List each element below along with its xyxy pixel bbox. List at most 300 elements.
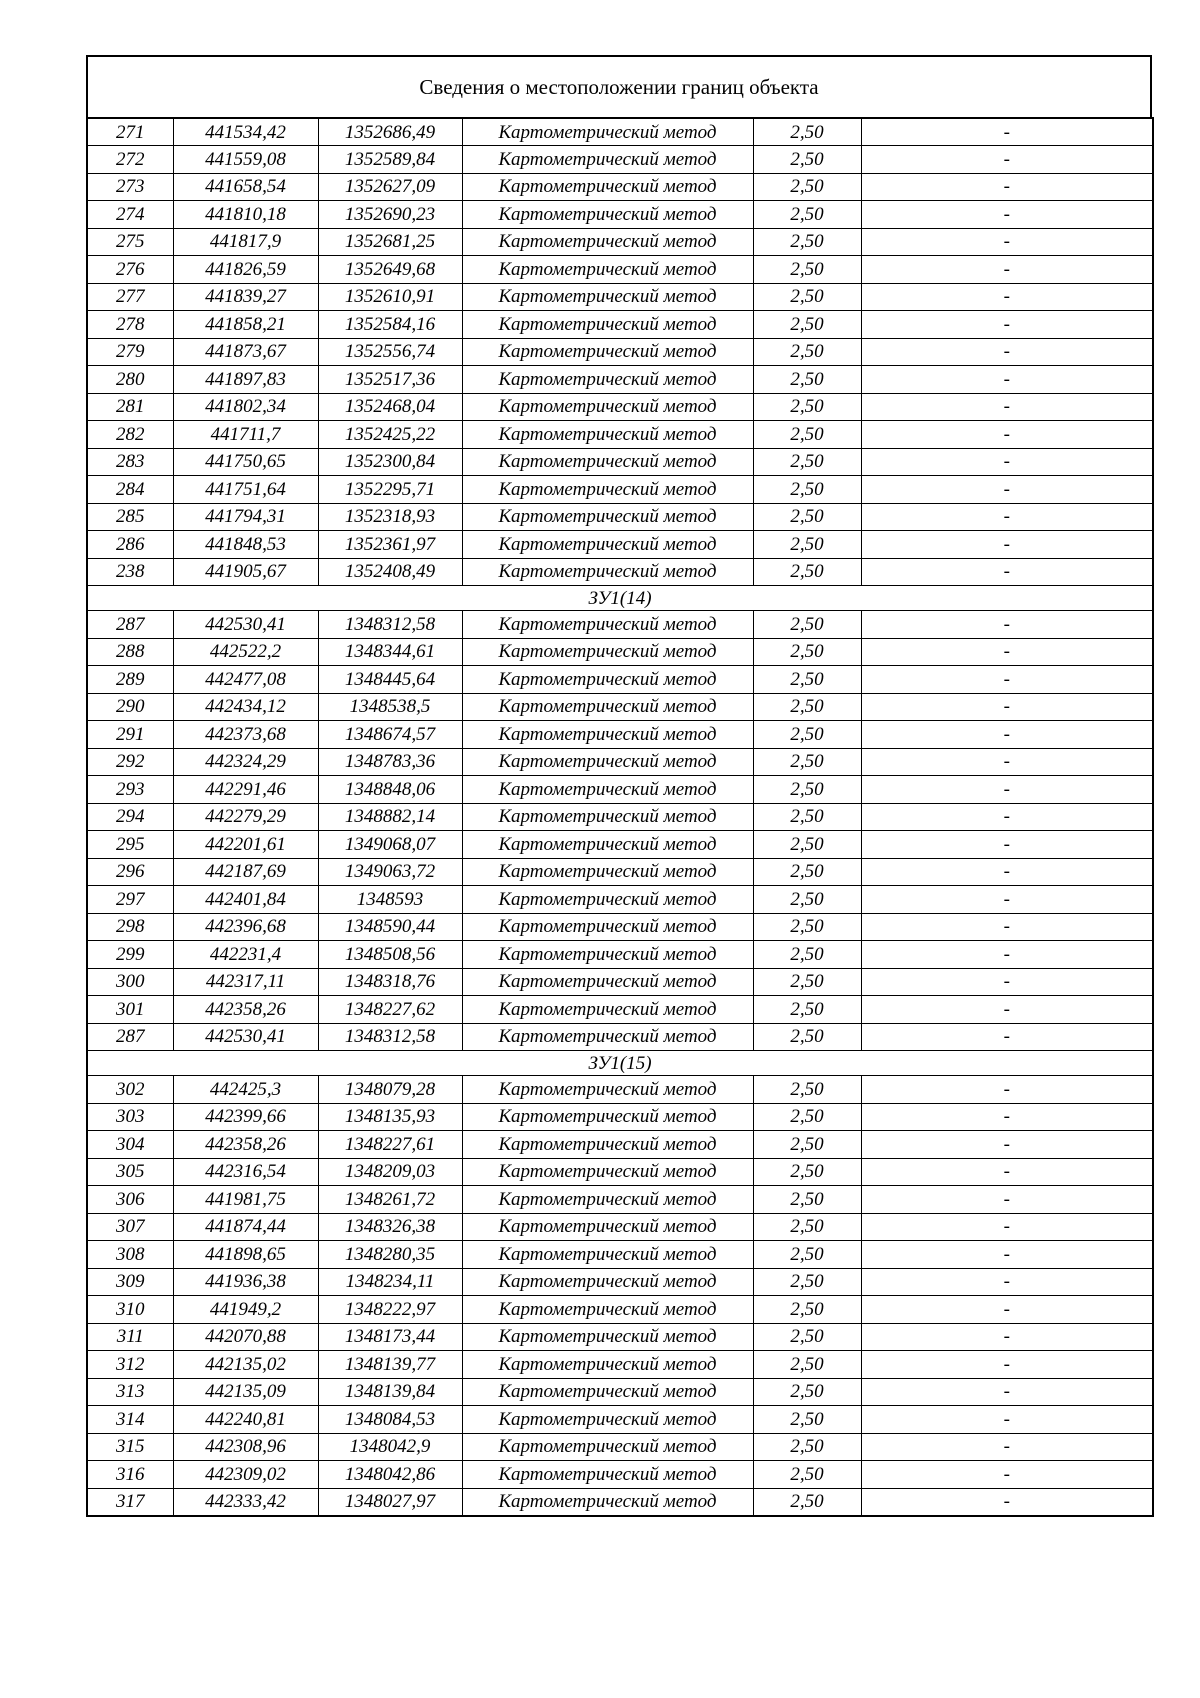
method-cell: Картометрический метод [462, 1103, 753, 1131]
x-coordinate-cell: 441905,67 [173, 558, 318, 586]
point-number-cell: 294 [87, 803, 173, 831]
method-cell: Картометрический метод [462, 448, 753, 476]
method-cell: Картометрический метод [462, 1213, 753, 1241]
description-cell: - [861, 996, 1153, 1024]
description-cell: - [861, 393, 1153, 421]
table-row [87, 118, 1153, 146]
precision-cell: 2,50 [753, 228, 861, 256]
y-coordinate-cell: 1348593 [318, 886, 462, 914]
table-row [87, 201, 1153, 229]
table-row [87, 941, 1153, 969]
method-cell: Картометрический метод [462, 366, 753, 394]
description-cell: - [861, 1186, 1153, 1214]
point-number-cell: 314 [87, 1406, 173, 1434]
method-cell: Картометрический метод [462, 721, 753, 749]
point-number-cell: 238 [87, 558, 173, 586]
y-coordinate-cell: 1348783,36 [318, 748, 462, 776]
table-row [87, 173, 1153, 201]
point-number-cell: 306 [87, 1186, 173, 1214]
point-number-cell: 281 [87, 393, 173, 421]
table-row [87, 1241, 1153, 1269]
description-cell: - [861, 1323, 1153, 1351]
precision-cell: 2,50 [753, 776, 861, 804]
y-coordinate-cell: 1352517,36 [318, 366, 462, 394]
point-number-cell: 280 [87, 366, 173, 394]
x-coordinate-cell: 441874,44 [173, 1213, 318, 1241]
x-coordinate-cell: 442317,11 [173, 968, 318, 996]
point-number-cell: 298 [87, 913, 173, 941]
x-coordinate-cell: 442201,61 [173, 831, 318, 859]
method-cell: Картометрический метод [462, 611, 753, 639]
description-cell: - [861, 913, 1153, 941]
point-number-cell: 283 [87, 448, 173, 476]
x-coordinate-cell: 442373,68 [173, 721, 318, 749]
y-coordinate-cell: 1348590,44 [318, 913, 462, 941]
precision-cell: 2,50 [753, 256, 861, 284]
table-row [87, 366, 1153, 394]
x-coordinate-cell: 442187,69 [173, 858, 318, 886]
section-label: ЗУ1(15) [87, 1051, 1153, 1076]
description-cell: - [861, 531, 1153, 559]
x-coordinate-cell: 441826,59 [173, 256, 318, 284]
description-cell: - [861, 1488, 1153, 1516]
table-row [87, 1023, 1153, 1051]
description-cell: - [861, 311, 1153, 339]
method-cell: Картометрический метод [462, 228, 753, 256]
precision-cell: 2,50 [753, 831, 861, 859]
method-cell: Картометрический метод [462, 476, 753, 504]
precision-cell: 2,50 [753, 886, 861, 914]
description-cell: - [861, 476, 1153, 504]
method-cell: Картометрический метод [462, 1351, 753, 1379]
method-cell: Картометрический метод [462, 283, 753, 311]
method-cell: Картометрический метод [462, 1296, 753, 1324]
description-cell: - [861, 1461, 1153, 1489]
point-number-cell: 305 [87, 1158, 173, 1186]
description-cell: - [861, 886, 1153, 914]
point-number-cell: 302 [87, 1076, 173, 1104]
y-coordinate-cell: 1352468,04 [318, 393, 462, 421]
description-cell: - [861, 1351, 1153, 1379]
table-row [87, 476, 1153, 504]
precision-cell: 2,50 [753, 1131, 861, 1159]
table-row [87, 913, 1153, 941]
table-row [87, 693, 1153, 721]
y-coordinate-cell: 1349063,72 [318, 858, 462, 886]
method-cell: Картометрический метод [462, 531, 753, 559]
point-number-cell: 274 [87, 201, 173, 229]
y-coordinate-cell: 1348042,86 [318, 1461, 462, 1489]
table-row [87, 886, 1153, 914]
point-number-cell: 285 [87, 503, 173, 531]
description-cell: - [861, 1103, 1153, 1131]
document-page [86, 55, 1152, 1517]
description-cell: - [861, 146, 1153, 174]
x-coordinate-cell: 441873,67 [173, 338, 318, 366]
y-coordinate-cell: 1348209,03 [318, 1158, 462, 1186]
table-row [87, 831, 1153, 859]
method-cell: Картометрический метод [462, 913, 753, 941]
table-row [87, 858, 1153, 886]
description-cell: - [861, 558, 1153, 586]
x-coordinate-cell: 442477,08 [173, 666, 318, 694]
point-number-cell: 300 [87, 968, 173, 996]
description-cell: - [861, 721, 1153, 749]
description-cell: - [861, 448, 1153, 476]
table-row [87, 1268, 1153, 1296]
point-number-cell: 287 [87, 611, 173, 639]
method-cell: Картометрический метод [462, 393, 753, 421]
precision-cell: 2,50 [753, 366, 861, 394]
x-coordinate-cell: 441839,27 [173, 283, 318, 311]
x-coordinate-cell: 441981,75 [173, 1186, 318, 1214]
point-number-cell: 315 [87, 1433, 173, 1461]
point-number-cell: 303 [87, 1103, 173, 1131]
point-number-cell: 296 [87, 858, 173, 886]
x-coordinate-cell: 441750,65 [173, 448, 318, 476]
y-coordinate-cell: 1348027,97 [318, 1488, 462, 1516]
description-cell: - [861, 638, 1153, 666]
y-coordinate-cell: 1348234,11 [318, 1268, 462, 1296]
y-coordinate-cell: 1348227,62 [318, 996, 462, 1024]
precision-cell: 2,50 [753, 996, 861, 1024]
description-cell: - [861, 968, 1153, 996]
x-coordinate-cell: 442358,26 [173, 1131, 318, 1159]
method-cell: Картометрический метод [462, 1323, 753, 1351]
boundary-points-table [86, 117, 1154, 1517]
x-coordinate-cell: 442425,3 [173, 1076, 318, 1104]
precision-cell: 2,50 [753, 421, 861, 449]
precision-cell: 2,50 [753, 1406, 861, 1434]
method-cell: Картометрический метод [462, 638, 753, 666]
table-row [87, 146, 1153, 174]
precision-cell: 2,50 [753, 1158, 861, 1186]
description-cell: - [861, 1241, 1153, 1269]
method-cell: Картометрический метод [462, 558, 753, 586]
description-cell: - [861, 611, 1153, 639]
method-cell: Картометрический метод [462, 146, 753, 174]
table-row [87, 448, 1153, 476]
description-cell: - [861, 256, 1153, 284]
table-row [87, 996, 1153, 1024]
x-coordinate-cell: 441936,38 [173, 1268, 318, 1296]
precision-cell: 2,50 [753, 1186, 861, 1214]
precision-cell: 2,50 [753, 448, 861, 476]
table-row [87, 1351, 1153, 1379]
precision-cell: 2,50 [753, 311, 861, 339]
point-number-cell: 271 [87, 118, 173, 146]
description-cell: - [861, 283, 1153, 311]
x-coordinate-cell: 442324,29 [173, 748, 318, 776]
y-coordinate-cell: 1348882,14 [318, 803, 462, 831]
table-row [87, 228, 1153, 256]
precision-cell: 2,50 [753, 1433, 861, 1461]
point-number-cell: 273 [87, 173, 173, 201]
table-body [87, 118, 1153, 1516]
x-coordinate-cell: 442279,29 [173, 803, 318, 831]
precision-cell: 2,50 [753, 968, 861, 996]
point-number-cell: 291 [87, 721, 173, 749]
table-title: Сведения о местоположении границ объекта [86, 55, 1152, 117]
point-number-cell: 308 [87, 1241, 173, 1269]
y-coordinate-cell: 1348280,35 [318, 1241, 462, 1269]
table-row [87, 256, 1153, 284]
point-number-cell: 309 [87, 1268, 173, 1296]
table-row [87, 1186, 1153, 1214]
x-coordinate-cell: 441802,34 [173, 393, 318, 421]
y-coordinate-cell: 1348445,64 [318, 666, 462, 694]
y-coordinate-cell: 1348508,56 [318, 941, 462, 969]
description-cell: - [861, 421, 1153, 449]
x-coordinate-cell: 441751,64 [173, 476, 318, 504]
x-coordinate-cell: 441897,83 [173, 366, 318, 394]
table-row [87, 311, 1153, 339]
table-row [87, 531, 1153, 559]
method-cell: Картометрический метод [462, 256, 753, 284]
y-coordinate-cell: 1352425,22 [318, 421, 462, 449]
point-number-cell: 310 [87, 1296, 173, 1324]
description-cell: - [861, 1076, 1153, 1104]
x-coordinate-cell: 441848,53 [173, 531, 318, 559]
y-coordinate-cell: 1352690,23 [318, 201, 462, 229]
point-number-cell: 311 [87, 1323, 173, 1351]
method-cell: Картометрический метод [462, 1186, 753, 1214]
point-number-cell: 297 [87, 886, 173, 914]
description-cell: - [861, 693, 1153, 721]
method-cell: Картометрический метод [462, 1023, 753, 1051]
table-row [87, 1131, 1153, 1159]
method-cell: Картометрический метод [462, 803, 753, 831]
x-coordinate-cell: 441949,2 [173, 1296, 318, 1324]
point-number-cell: 278 [87, 311, 173, 339]
point-number-cell: 312 [87, 1351, 173, 1379]
description-cell: - [861, 1158, 1153, 1186]
y-coordinate-cell: 1348084,53 [318, 1406, 462, 1434]
method-cell: Картометрический метод [462, 1076, 753, 1104]
description-cell: - [861, 1213, 1153, 1241]
x-coordinate-cell: 442530,41 [173, 611, 318, 639]
y-coordinate-cell: 1352300,84 [318, 448, 462, 476]
description-cell: - [861, 201, 1153, 229]
point-number-cell: 292 [87, 748, 173, 776]
table-row [87, 803, 1153, 831]
point-number-cell: 317 [87, 1488, 173, 1516]
x-coordinate-cell: 441658,54 [173, 173, 318, 201]
method-cell: Картометрический метод [462, 1461, 753, 1489]
point-number-cell: 284 [87, 476, 173, 504]
precision-cell: 2,50 [753, 393, 861, 421]
precision-cell: 2,50 [753, 1023, 861, 1051]
table-row [87, 776, 1153, 804]
description-cell: - [861, 1433, 1153, 1461]
table-row [87, 1323, 1153, 1351]
x-coordinate-cell: 442309,02 [173, 1461, 318, 1489]
description-cell: - [861, 228, 1153, 256]
precision-cell: 2,50 [753, 531, 861, 559]
precision-cell: 2,50 [753, 913, 861, 941]
description-cell: - [861, 858, 1153, 886]
point-number-cell: 299 [87, 941, 173, 969]
precision-cell: 2,50 [753, 1378, 861, 1406]
method-cell: Картометрический метод [462, 1433, 753, 1461]
point-number-cell: 286 [87, 531, 173, 559]
x-coordinate-cell: 441817,9 [173, 228, 318, 256]
method-cell: Картометрический метод [462, 776, 753, 804]
method-cell: Картометрический метод [462, 886, 753, 914]
precision-cell: 2,50 [753, 503, 861, 531]
precision-cell: 2,50 [753, 1076, 861, 1104]
precision-cell: 2,50 [753, 748, 861, 776]
table-row [87, 421, 1153, 449]
method-cell: Картометрический метод [462, 968, 753, 996]
precision-cell: 2,50 [753, 693, 861, 721]
x-coordinate-cell: 441559,08 [173, 146, 318, 174]
x-coordinate-cell: 442530,41 [173, 1023, 318, 1051]
y-coordinate-cell: 1348318,76 [318, 968, 462, 996]
y-coordinate-cell: 1352681,25 [318, 228, 462, 256]
y-coordinate-cell: 1352627,09 [318, 173, 462, 201]
x-coordinate-cell: 442522,2 [173, 638, 318, 666]
method-cell: Картометрический метод [462, 831, 753, 859]
table-row [87, 1488, 1153, 1516]
table-row [87, 611, 1153, 639]
point-number-cell: 287 [87, 1023, 173, 1051]
description-cell: - [861, 831, 1153, 859]
x-coordinate-cell: 441810,18 [173, 201, 318, 229]
precision-cell: 2,50 [753, 173, 861, 201]
method-cell: Картометрический метод [462, 421, 753, 449]
precision-cell: 2,50 [753, 558, 861, 586]
section-row [87, 586, 1153, 611]
y-coordinate-cell: 1348139,84 [318, 1378, 462, 1406]
y-coordinate-cell: 1348312,58 [318, 611, 462, 639]
x-coordinate-cell: 441858,21 [173, 311, 318, 339]
precision-cell: 2,50 [753, 1351, 861, 1379]
table-row [87, 558, 1153, 586]
x-coordinate-cell: 441794,31 [173, 503, 318, 531]
precision-cell: 2,50 [753, 283, 861, 311]
y-coordinate-cell: 1352686,49 [318, 118, 462, 146]
table-row [87, 283, 1153, 311]
table-row [87, 721, 1153, 749]
table-row [87, 1296, 1153, 1324]
method-cell: Картометрический метод [462, 1378, 753, 1406]
x-coordinate-cell: 442291,46 [173, 776, 318, 804]
point-number-cell: 290 [87, 693, 173, 721]
y-coordinate-cell: 1348848,06 [318, 776, 462, 804]
precision-cell: 2,50 [753, 476, 861, 504]
y-coordinate-cell: 1352649,68 [318, 256, 462, 284]
x-coordinate-cell: 442308,96 [173, 1433, 318, 1461]
y-coordinate-cell: 1352589,84 [318, 146, 462, 174]
point-number-cell: 282 [87, 421, 173, 449]
y-coordinate-cell: 1348139,77 [318, 1351, 462, 1379]
y-coordinate-cell: 1352318,93 [318, 503, 462, 531]
description-cell: - [861, 1268, 1153, 1296]
table-row [87, 1103, 1153, 1131]
y-coordinate-cell: 1352556,74 [318, 338, 462, 366]
precision-cell: 2,50 [753, 666, 861, 694]
point-number-cell: 288 [87, 638, 173, 666]
table-row [87, 666, 1153, 694]
method-cell: Картометрический метод [462, 1158, 753, 1186]
y-coordinate-cell: 1348538,5 [318, 693, 462, 721]
method-cell: Картометрический метод [462, 173, 753, 201]
precision-cell: 2,50 [753, 858, 861, 886]
point-number-cell: 313 [87, 1378, 173, 1406]
precision-cell: 2,50 [753, 803, 861, 831]
point-number-cell: 276 [87, 256, 173, 284]
point-number-cell: 277 [87, 283, 173, 311]
description-cell: - [861, 1378, 1153, 1406]
precision-cell: 2,50 [753, 338, 861, 366]
y-coordinate-cell: 1352408,49 [318, 558, 462, 586]
y-coordinate-cell: 1352584,16 [318, 311, 462, 339]
precision-cell: 2,50 [753, 611, 861, 639]
table-row [87, 1461, 1153, 1489]
table-row [87, 1433, 1153, 1461]
x-coordinate-cell: 442434,12 [173, 693, 318, 721]
description-cell: - [861, 748, 1153, 776]
table-row [87, 748, 1153, 776]
y-coordinate-cell: 1348222,97 [318, 1296, 462, 1324]
y-coordinate-cell: 1348326,38 [318, 1213, 462, 1241]
description-cell: - [861, 173, 1153, 201]
table-row [87, 503, 1153, 531]
point-number-cell: 272 [87, 146, 173, 174]
method-cell: Картометрический метод [462, 503, 753, 531]
method-cell: Картометрический метод [462, 118, 753, 146]
table-row [87, 1378, 1153, 1406]
method-cell: Картометрический метод [462, 996, 753, 1024]
y-coordinate-cell: 1348344,61 [318, 638, 462, 666]
x-coordinate-cell: 442135,09 [173, 1378, 318, 1406]
table-row [87, 338, 1153, 366]
method-cell: Картометрический метод [462, 1268, 753, 1296]
description-cell: - [861, 118, 1153, 146]
precision-cell: 2,50 [753, 638, 861, 666]
method-cell: Картометрический метод [462, 1488, 753, 1516]
point-number-cell: 301 [87, 996, 173, 1024]
point-number-cell: 316 [87, 1461, 173, 1489]
x-coordinate-cell: 442358,26 [173, 996, 318, 1024]
point-number-cell: 307 [87, 1213, 173, 1241]
precision-cell: 2,50 [753, 721, 861, 749]
point-number-cell: 279 [87, 338, 173, 366]
description-cell: - [861, 666, 1153, 694]
x-coordinate-cell: 442231,4 [173, 941, 318, 969]
x-coordinate-cell: 441898,65 [173, 1241, 318, 1269]
x-coordinate-cell: 442333,42 [173, 1488, 318, 1516]
x-coordinate-cell: 442399,66 [173, 1103, 318, 1131]
description-cell: - [861, 803, 1153, 831]
description-cell: - [861, 1131, 1153, 1159]
method-cell: Картометрический метод [462, 1241, 753, 1269]
section-label: ЗУ1(14) [87, 586, 1153, 611]
section-row [87, 1051, 1153, 1076]
method-cell: Картометрический метод [462, 201, 753, 229]
point-number-cell: 275 [87, 228, 173, 256]
description-cell: - [861, 1296, 1153, 1324]
precision-cell: 2,50 [753, 1268, 861, 1296]
table-row [87, 638, 1153, 666]
precision-cell: 2,50 [753, 1213, 861, 1241]
description-cell: - [861, 941, 1153, 969]
method-cell: Картометрический метод [462, 941, 753, 969]
point-number-cell: 304 [87, 1131, 173, 1159]
method-cell: Картометрический метод [462, 338, 753, 366]
precision-cell: 2,50 [753, 118, 861, 146]
